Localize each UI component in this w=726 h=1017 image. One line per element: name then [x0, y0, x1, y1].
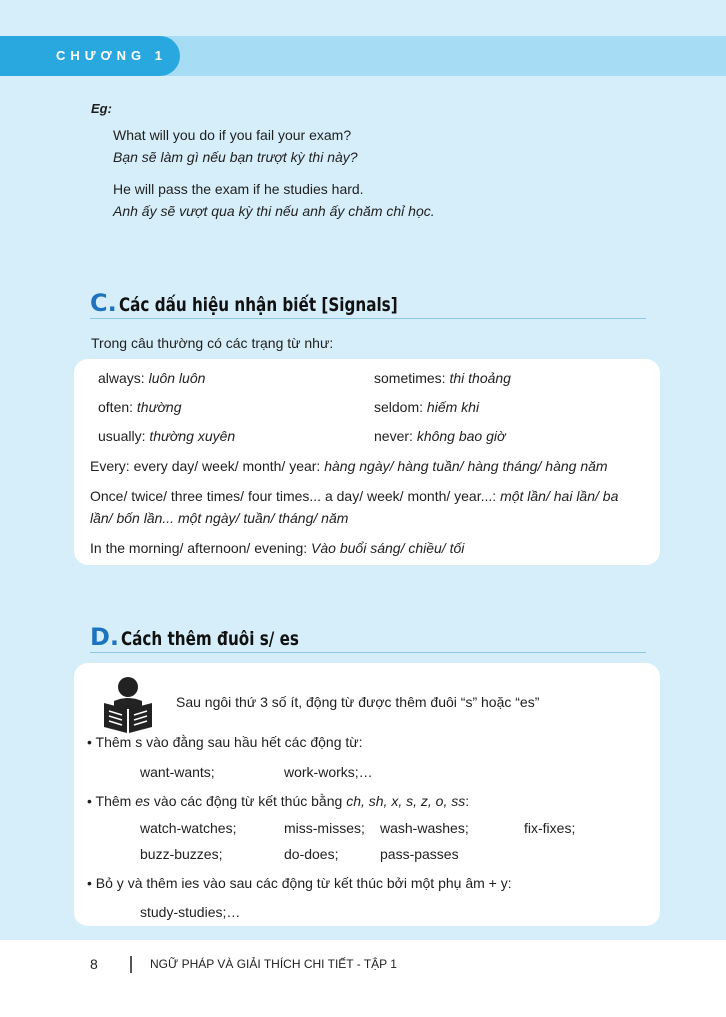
example-word: wash-washes; — [380, 820, 469, 836]
adverb-item: often: thường — [98, 399, 182, 415]
section-c-heading — [90, 289, 646, 319]
example-word: do-does; — [284, 846, 339, 862]
signal-once: Once/ twice/ three times/ four times... a day/ week/ month/ year...: một lần/ hai lần/ ba lần/ bốn lần... một ngày/ tuần/ tháng/ năm — [90, 488, 619, 526]
example-q1-en: What will you do if you fail your exam? — [113, 127, 352, 143]
page-footer — [0, 940, 726, 1017]
adverb-item: never: không bao giờ — [374, 428, 506, 444]
chapter-tab: CHƯƠNG 1 — [0, 36, 180, 76]
example-word: pass-passes — [380, 846, 459, 862]
rule-1: • Thêm s vào đằng sau hầu hết các động từ: — [87, 734, 363, 750]
rule-3-examples — [140, 904, 640, 924]
section-d-title: Cách thêm đuôi s/ es — [120, 628, 299, 650]
example-word: study-studies;… — [140, 904, 241, 920]
example-word: want-wants; — [140, 764, 215, 780]
rule-2: • Thêm es vào các động từ kết thúc bằng ch, sh, x, s, z, o, ss: — [87, 793, 470, 809]
example-word: buzz-buzzes; — [140, 846, 223, 862]
adverb-item: sometimes: thi thoảng — [374, 370, 511, 386]
adverb-grid — [90, 367, 644, 447]
example-block — [91, 101, 671, 222]
section-c-title: Các dấu hiệu nhận biết [Signals] — [118, 294, 398, 316]
adverb-item: usually: thường xuyên — [98, 428, 236, 444]
book-title: NGỮ PHÁP VÀ GIẢI THÍCH CHI TIẾT - TẬP 1 — [150, 957, 397, 971]
adverb-item: always: luôn luôn — [98, 370, 206, 386]
signal-every: Every: every day/ week/ month/ year: hàng ngày/ hàng tuần/ hàng tháng/ hàng năm — [90, 458, 608, 474]
rules-card — [74, 663, 660, 926]
example-word: miss-misses; — [284, 820, 365, 836]
signal-morning: In the morning/ afternoon/ evening: Vào buổi sáng/ chiều/ tối — [90, 540, 465, 556]
adverb-item: seldom: hiếm khi — [374, 399, 480, 415]
section-d-letter: D. — [90, 623, 120, 651]
rule-1-examples — [140, 764, 640, 784]
example-label: Eg: — [91, 101, 112, 116]
signals-card — [74, 359, 660, 565]
rule-note: Sau ngôi thứ 3 số ít, động từ được thêm đuôi “s” hoặc “es” — [176, 694, 540, 710]
reader-icon — [102, 675, 154, 733]
example-q2-vi: Anh ấy sẽ vượt qua kỳ thi nếu anh ấy chăm chỉ học. — [113, 203, 435, 219]
section-d-heading — [90, 623, 646, 653]
example-q1-vi: Bạn sẽ làm gì nếu bạn trượt kỳ thi này? — [113, 149, 358, 165]
rule-2-examples-row2 — [140, 846, 640, 866]
section-c-letter: C. — [90, 289, 117, 317]
example-word: work-works;… — [284, 764, 373, 780]
example-q2-en: He will pass the exam if he studies hard. — [113, 181, 364, 197]
footer-divider — [130, 956, 132, 973]
page-number: 8 — [90, 956, 98, 972]
rule-2-examples-row1 — [140, 820, 640, 840]
example-word: watch-watches; — [140, 820, 237, 836]
example-word: fix-fixes; — [524, 820, 576, 836]
section-c-intro: Trong câu thường có các trạng từ như: — [91, 335, 334, 351]
rule-3: • Bỏ y và thêm ies vào sau các động từ kết thúc bởi một phụ âm + y: — [87, 875, 512, 891]
